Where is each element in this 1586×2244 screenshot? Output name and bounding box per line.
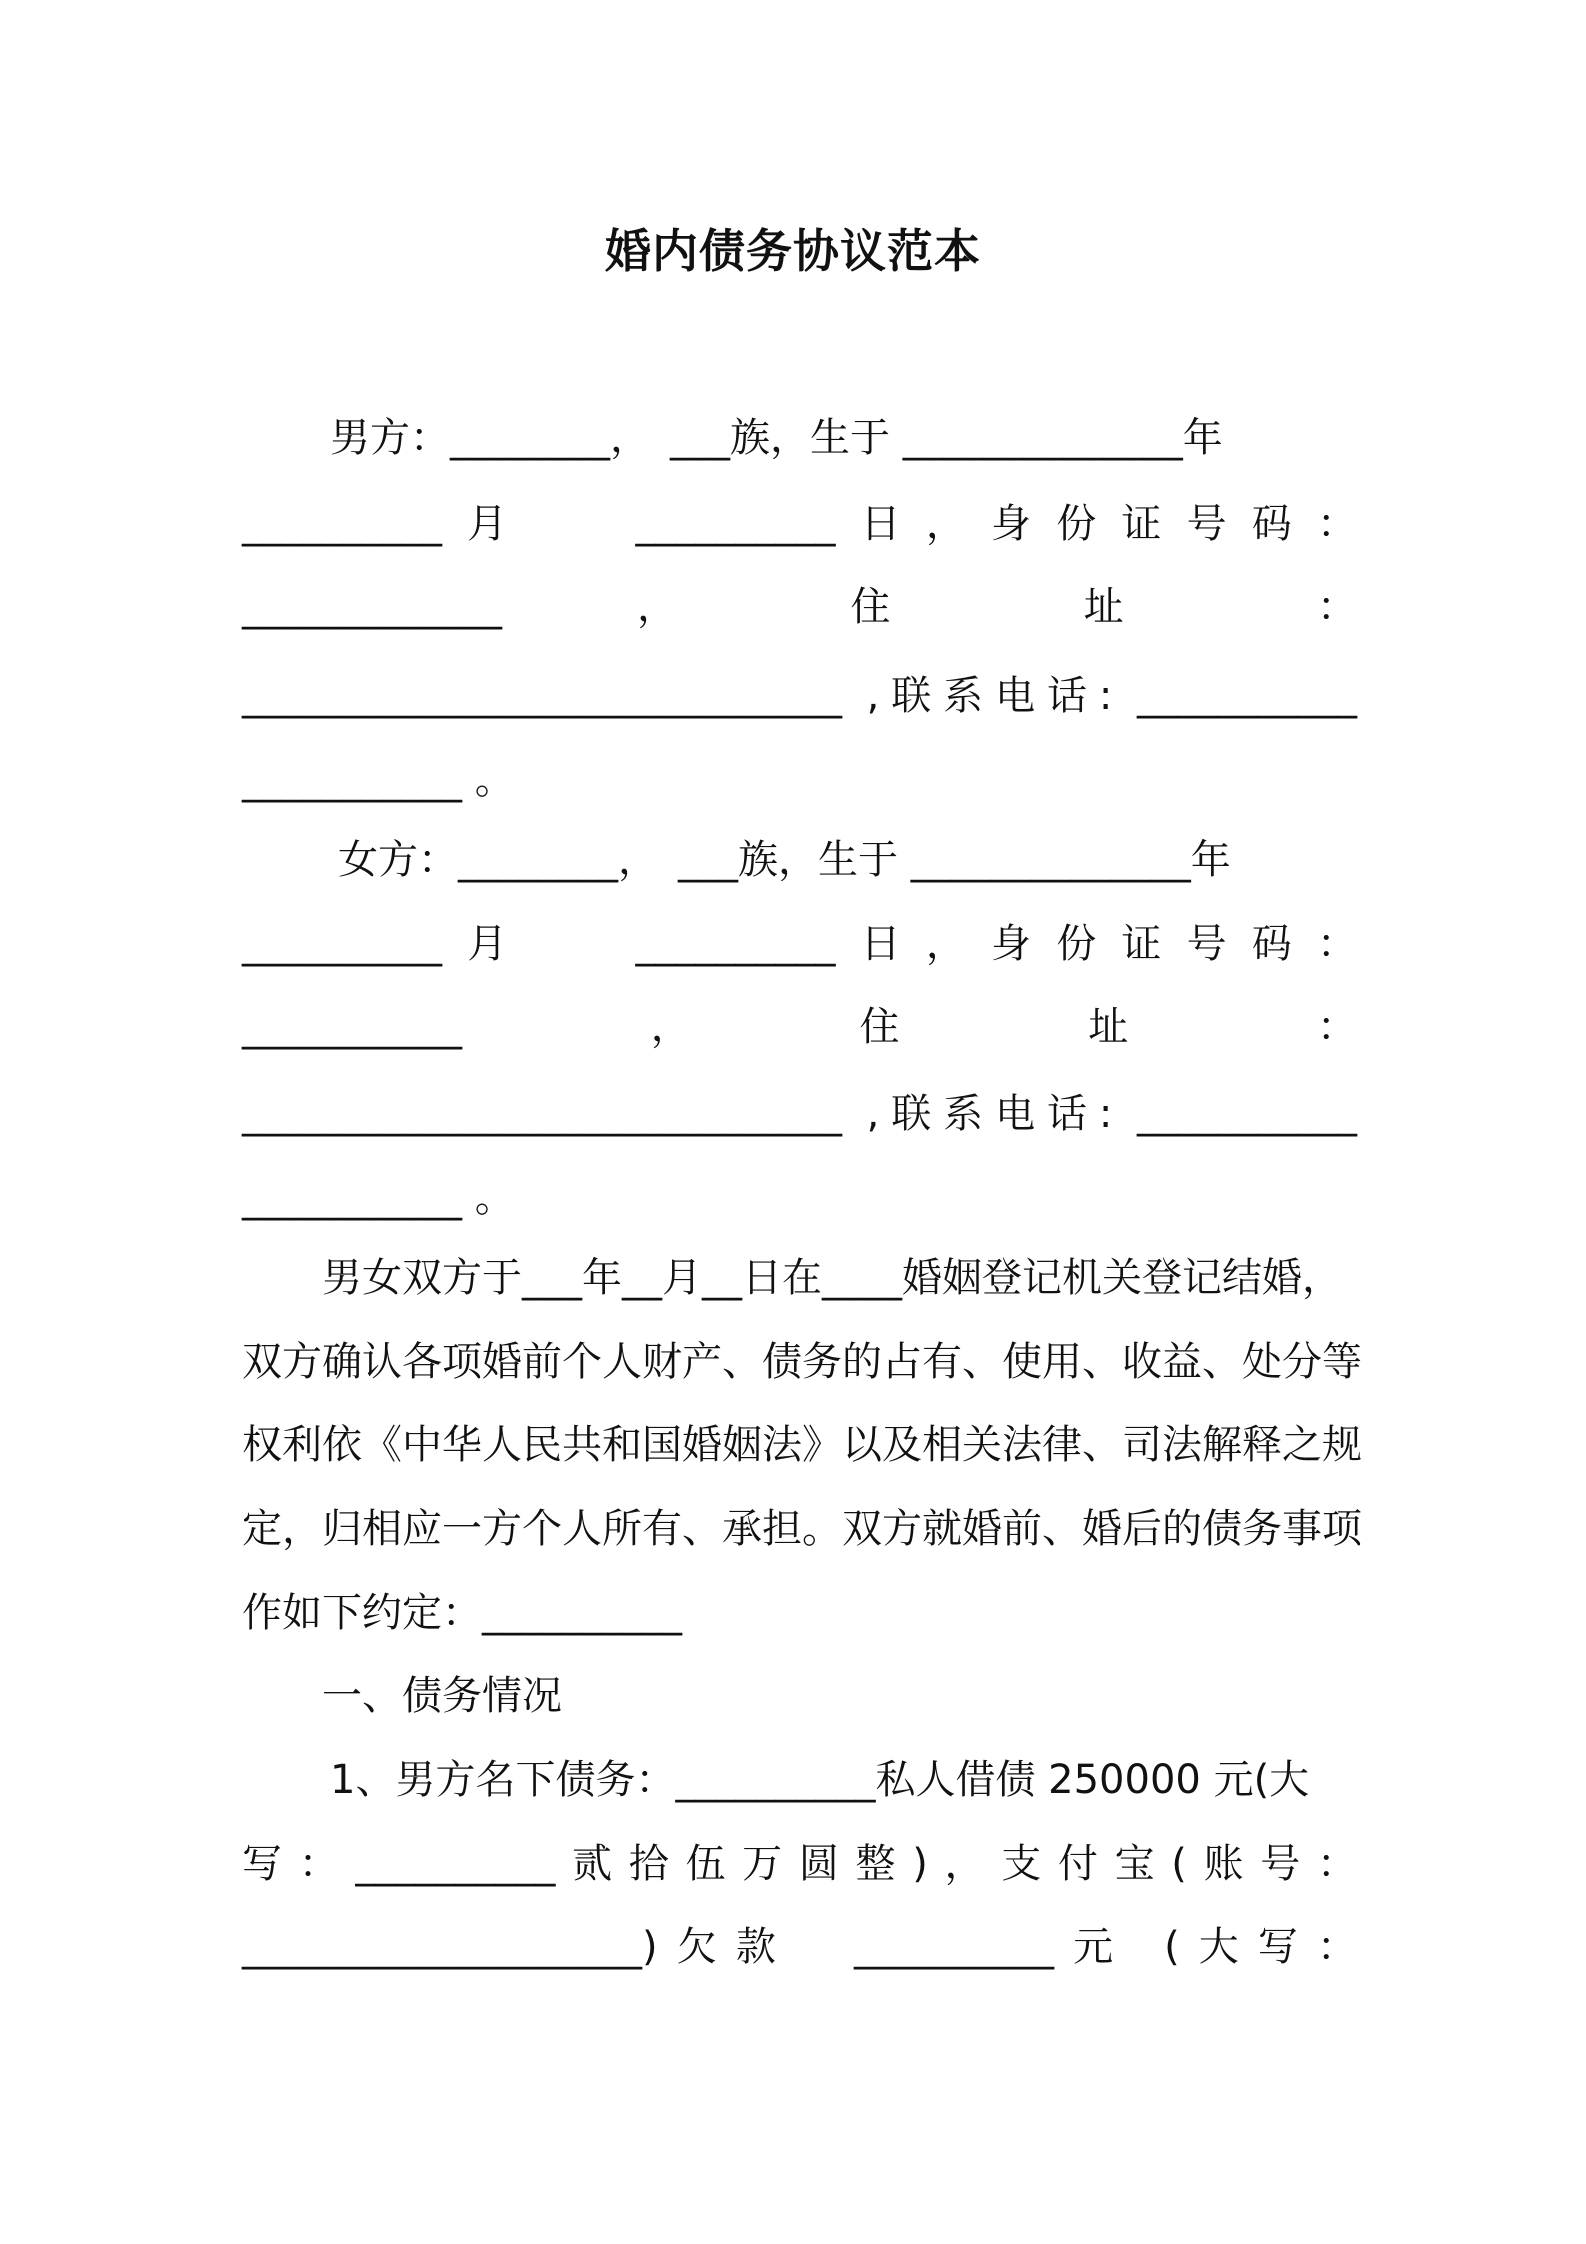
male-party-line: 男方：________， ___族，生于 ______________年 [330, 415, 1223, 461]
female-phone-line: ______________________________ ,联系电话: ___________ [242, 1091, 1357, 1137]
female-birthdate-id-line: __________月 __________日，身份证号码： [242, 921, 1357, 967]
male-phone-continuation: ___________ 。 [242, 757, 515, 803]
male-birthdate-id-line: __________月 __________日，身份证号码： [242, 501, 1357, 547]
marriage-paragraph-line-4: 定，归相应一方个人所有、承担。双方就婚前、婚后的债务事项 [242, 1506, 1362, 1552]
female-phone-continuation: ___________ 。 [242, 1175, 515, 1221]
male-debt-line-2: 写：__________贰拾伍万圆整)，支付宝(账号： [242, 1841, 1357, 1887]
male-debt-line-1: 1、男方名下债务：__________私人借债 250000 元(大 [330, 1757, 1310, 1803]
document-title: 婚内债务协议范本 [605, 224, 981, 278]
marriage-paragraph-line-5: 作如下约定：__________ [242, 1590, 682, 1636]
marriage-paragraph-line-1: 男女双方于___年__月__日在____婚姻登记机关登记结婚， [322, 1255, 1342, 1301]
marriage-paragraph-line-3: 权利依《中华人民共和国婚姻法》以及相关法律、司法解释之规 [242, 1422, 1362, 1468]
male-address-line: _____________ ， 住 址 ： [242, 584, 1357, 630]
male-debt-line-3: ____________________)欠款 __________元 (大写： [242, 1924, 1357, 1970]
marriage-paragraph-line-2: 双方确认各项婚前个人财产、债务的占有、使用、收益、处分等 [242, 1339, 1362, 1385]
male-phone-line: ______________________________ ,联系电话: ___________ [242, 673, 1357, 719]
section-heading-debts: 一、债务情况 [322, 1673, 562, 1719]
female-address-line: ___________ ， 住 址 ： [242, 1004, 1357, 1050]
female-party-line: 女方：________， ___族，生于 ______________年 [338, 837, 1231, 883]
